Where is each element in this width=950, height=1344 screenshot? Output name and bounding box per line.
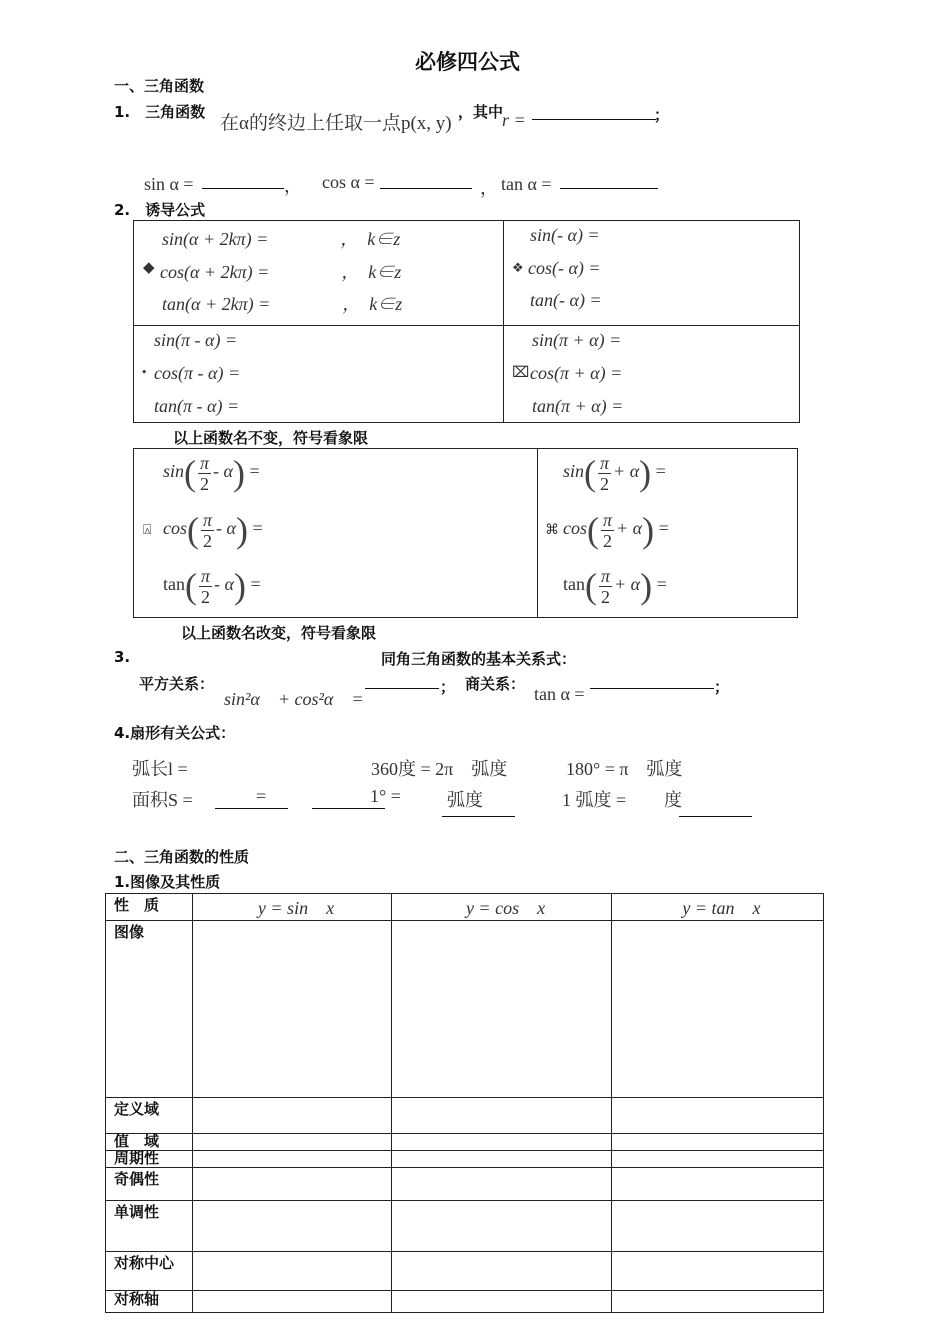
radian-blank[interactable]: [442, 815, 515, 817]
small-diamond-icon: ⬩: [142, 364, 147, 378]
item-3-label: 3.: [114, 648, 131, 666]
one-degree: 1° =: [370, 786, 401, 806]
radian-unit: 弧度: [447, 790, 483, 810]
tan-def: tan α =: [501, 174, 552, 194]
area: 面积S =: [132, 790, 193, 810]
cell[interactable]: [193, 1151, 392, 1168]
deg360: 360度 = 2π 弧度: [371, 759, 508, 779]
row-label-parity: 奇偶性: [106, 1168, 193, 1201]
cell[interactable]: [612, 1098, 824, 1134]
square-formula: sin²α + cos²α =: [224, 689, 364, 709]
arc-length: 弧长l =: [132, 759, 188, 779]
diamond-icon: ◆: [143, 260, 155, 276]
r-equals: r =: [502, 110, 526, 130]
square-label: 平方关系：: [139, 675, 215, 693]
b1r-0: sin(- α) =: [530, 225, 600, 245]
cell[interactable]: [612, 1134, 824, 1151]
cell[interactable]: [612, 1168, 824, 1201]
cell[interactable]: [612, 1252, 824, 1291]
cell[interactable]: [392, 1168, 612, 1201]
sin-def: sin α =: [144, 174, 194, 194]
row-label-domain: 定义域: [106, 1098, 193, 1134]
note-2: 以上函数名改变，符号看象限: [181, 624, 377, 642]
one-radian: 1 弧度 =: [562, 790, 627, 810]
row-label-period: 周期性: [106, 1151, 193, 1168]
item-1-definition: 在α的终边上任取一点p(x, y): [220, 113, 452, 134]
comma-2: ，: [480, 178, 498, 198]
header-cos: y = cos x: [392, 894, 612, 921]
cell[interactable]: [392, 1134, 612, 1151]
degree-blank[interactable]: [679, 815, 752, 817]
b2r-1: cos(π + α) =: [530, 363, 623, 383]
b2l-1: cos(π - α) =: [154, 363, 241, 383]
cell[interactable]: [193, 1201, 392, 1252]
properties-table: [105, 893, 824, 1313]
comma-1: ，: [284, 176, 302, 196]
table-row: [106, 921, 824, 1098]
row-label-sym-axis: 对称轴: [106, 1291, 193, 1313]
b2l-2: tan(π - α) =: [154, 396, 240, 416]
r-blank[interactable]: [532, 118, 656, 120]
deg180: 180° = π 弧度: [566, 759, 683, 779]
b3r-row-2: tan( $\frac{\pi}{2}$ + α) =: [563, 565, 667, 607]
quotient-label: 商关系：: [465, 675, 526, 693]
b2r-0: sin(π + α) =: [532, 330, 622, 350]
cell[interactable]: [392, 1291, 612, 1313]
square-blank[interactable]: [365, 687, 439, 689]
item-1-label: 1. 三角函数: [114, 103, 206, 121]
area-blank-1[interactable]: [215, 807, 288, 809]
header-sin: y = sin x: [193, 894, 392, 921]
item-1-where: ，其中: [458, 103, 504, 121]
table-row: [106, 1098, 824, 1134]
section-2-sub: 1.图像及其性质: [114, 873, 221, 891]
b1l-1: cos(α + 2kπ) = ， k∈z: [160, 262, 402, 282]
row-label-monotonic: 单调性: [106, 1201, 193, 1252]
cell[interactable]: [193, 1098, 392, 1134]
tan-blank[interactable]: [560, 187, 658, 189]
cell[interactable]: [193, 921, 392, 1098]
b1r-1: cos(- α) =: [528, 258, 601, 278]
table-header-row: [106, 894, 824, 921]
cell[interactable]: [392, 1201, 612, 1252]
b3l-row-0: sin( $\frac{\pi}{2}$ - α) =: [163, 452, 260, 494]
table-row: [106, 1168, 824, 1201]
cos-blank[interactable]: [380, 187, 472, 189]
cell[interactable]: [612, 1151, 824, 1168]
semicolon-1: ；: [440, 678, 456, 696]
four-diamond-icon: ❖: [512, 260, 524, 275]
header-tan: y = tan x: [612, 894, 824, 921]
table-row: [106, 1291, 824, 1313]
cell[interactable]: [193, 1168, 392, 1201]
diagram-icon: ⍓: [143, 523, 152, 539]
table-row: [106, 1201, 824, 1252]
page-title: 必修四公式: [415, 50, 520, 74]
cell[interactable]: [392, 1252, 612, 1291]
x-box-icon: ⌧: [512, 365, 530, 381]
b2r-2: tan(π + α) =: [532, 396, 624, 416]
b3r-row-1: ⌘ cos( $\frac{\pi}{2}$ + α) =: [545, 509, 669, 551]
b1l-0: sin(α + 2kπ) = ， k∈z: [162, 229, 401, 249]
section-2-heading: 二、三角函数的性质: [114, 848, 250, 866]
cell[interactable]: [193, 1134, 392, 1151]
quotient-blank[interactable]: [590, 687, 714, 689]
cell[interactable]: [392, 1151, 612, 1168]
cell[interactable]: [193, 1291, 392, 1313]
cell[interactable]: [612, 921, 824, 1098]
row-label-graph: 图像: [106, 921, 193, 1098]
item-4-label: 4.扇形有关公式：: [114, 724, 236, 742]
semicolon-2: ；: [714, 678, 730, 696]
r-semicolon: ；: [654, 106, 670, 124]
section-1-heading: 一、三角函数: [114, 77, 205, 95]
row-label-sym-center: 对称中心: [106, 1252, 193, 1291]
cell[interactable]: [193, 1252, 392, 1291]
quotient-formula: tan α =: [534, 684, 585, 704]
table-row: [106, 1252, 824, 1291]
b1r-2: tan(- α) =: [530, 290, 602, 310]
cell[interactable]: [392, 1098, 612, 1134]
cos-def: cos α =: [322, 172, 375, 192]
item-2-label: 2. 诱导公式: [114, 201, 206, 219]
header-property: 性 质: [106, 894, 193, 921]
cell[interactable]: [612, 1291, 824, 1313]
b3l-row-1: ⍓ cos( $\frac{\pi}{2}$ - α) =: [143, 509, 263, 551]
row-label-range: 值 域: [106, 1134, 193, 1151]
b3l-row-2: tan( $\frac{\pi}{2}$ - α) =: [163, 565, 261, 607]
item-3-heading: 同角三角函数的基本关系式：: [381, 650, 577, 668]
note-1: 以上函数名不变，符号看象限: [173, 429, 369, 447]
sin-blank[interactable]: [202, 187, 284, 189]
b3r-row-0: sin( $\frac{\pi}{2}$ + α) =: [563, 452, 666, 494]
cell[interactable]: [612, 1201, 824, 1252]
area-eq: =: [256, 786, 267, 806]
b2l-0: sin(π - α) =: [154, 330, 238, 350]
command-icon: ⌘: [545, 523, 559, 539]
b1l-2: tan(α + 2kπ) = ， k∈z: [162, 294, 403, 314]
table-row: [106, 1134, 824, 1151]
cell[interactable]: [392, 921, 612, 1098]
degree-unit: 度: [664, 790, 682, 810]
area-blank-2[interactable]: [312, 807, 385, 809]
table-row: [106, 1151, 824, 1168]
